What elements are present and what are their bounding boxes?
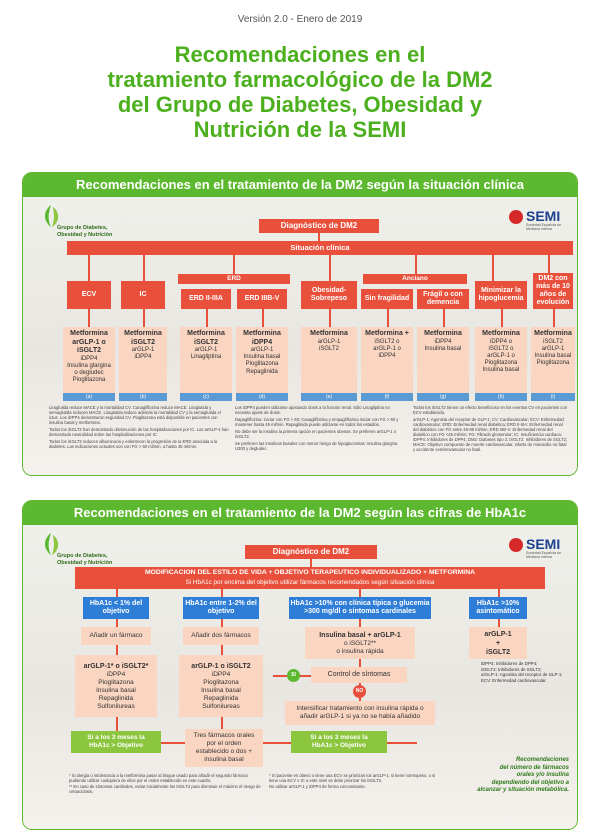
connector	[492, 255, 494, 281]
drug-line: Metformina	[424, 330, 462, 337]
note-paragraph: Todos los iSGLT2 reducen albuminuria y enlentecen la progresión de la ERD asociada a la diabetes. Las indicaciones actuales son con FG > 60 ml/min, a hasta 45 ml/min.	[49, 439, 218, 449]
note-letter: (c)	[180, 393, 232, 401]
connector	[359, 619, 361, 627]
drug-line: Metformina	[187, 330, 225, 337]
modificacion-subtext: Si HbA1c por encima del objetivo utilizar fármacos recomendados según situación clínica	[185, 579, 435, 586]
drug-list-col1	[75, 655, 157, 717]
drug-line: Metformina	[482, 330, 520, 337]
modificacion-text: MODIFICACION DEL ESTILO DE VIDA + OBJETIVO TERAPEUTICO INDIVIDUALIZADO + METFORMINA	[144, 569, 476, 576]
si-badge: SI	[287, 669, 300, 682]
connector	[387, 309, 389, 327]
closing-line: alcanzar y situación metabólica.	[477, 787, 569, 793]
drug-line: arGLP-1* o iSGLT2*	[83, 662, 149, 670]
diagnostico-bar-2: Diagnóstico de DM2	[245, 545, 377, 559]
drug-line: iDPP4	[434, 338, 452, 345]
group-logo	[41, 203, 131, 243]
legend-line: iDPP4: Inhibidores de DPP4;	[481, 661, 538, 666]
semi-circle-icon	[509, 210, 523, 224]
legend-line: ECV: Enfermedad cardiovascular.	[481, 677, 547, 683]
drug-line: Pioglitazona	[98, 678, 134, 686]
drug-line: Insulina basal	[534, 352, 572, 359]
drug-line: iSGLT2	[543, 338, 563, 345]
connector	[221, 717, 223, 729]
group-logo-line: Grupo de Diabetes,	[57, 553, 108, 559]
insulina-line: Insulina basal + arGLP-1	[319, 631, 401, 639]
si-3-meses-box-2	[291, 731, 387, 753]
semi-logo-text: SEMI	[526, 536, 561, 552]
title-line: del Grupo de Diabetes, Obesidad y	[117, 92, 483, 117]
note-letter: (h)	[475, 393, 527, 401]
note-paragraph: Liraglutida reduce MACE y la mortalidad CV. Canagliflozina reduce MACE. Liraglutida y semaglutida reducen MACE. Liraglutida reduce además la mortalidad CV y la semaglutida el ictus. Los iDPP4 demostraron seguridad CV. Pioglitazona está disponible en pacientes con insulina basal y metformina.	[49, 405, 221, 425]
drug-box-erd-iiib-v	[236, 327, 288, 393]
category-ecv: ECV	[67, 281, 111, 309]
connector	[221, 619, 223, 627]
connector	[206, 309, 208, 327]
hba1c-box-1: HbA1c < 1% del objetivo	[83, 597, 149, 619]
insulina-box	[305, 627, 415, 659]
drug-line: iSGLT2	[77, 347, 101, 354]
connector	[221, 645, 223, 655]
footnote-line: * Si paciente es obeso o tiene una ECV se priorizan los arGLP-1, si tiene normopeso, o si tiene una ECV o IC a este nivel se debe priorizar los iSGLT2.	[269, 773, 436, 784]
drug-box-fragil	[417, 327, 469, 393]
category-sin-fragilidad: Sin fragilidad	[361, 289, 413, 309]
connector	[498, 619, 500, 627]
connector	[143, 255, 145, 281]
category-dm2-10-anos: DM2 con más de 10 años de evolución	[533, 273, 573, 309]
category-fragil: Frágil o con demencia	[417, 289, 469, 309]
anciano-bar: Anciano	[363, 274, 467, 284]
note-letter: (e)	[301, 393, 357, 401]
drug-line: arGLP-1 o	[72, 338, 106, 346]
drug-line: Repaglinida	[203, 694, 239, 702]
group-logo-line: Obesidad y Nutrición	[57, 559, 113, 566]
semi-logo-subtext: Sociedad Española de Medicina Interna	[526, 551, 562, 559]
argl-line: iSGLT2	[486, 648, 510, 656]
semi-circle-icon	[509, 538, 523, 552]
tres-farmacos-line: Tres fármacos orales	[193, 732, 255, 739]
drug-line: iDPP4 o	[489, 338, 512, 345]
argl-line: arGLP-1	[484, 630, 512, 638]
drug-line: Metformina	[70, 330, 108, 337]
anadir-dos-farmacos: Añadir dos fármacos	[183, 627, 259, 645]
drug-line: arGLP-1 o	[487, 352, 515, 359]
connector	[88, 255, 90, 281]
drug-list-col2	[179, 655, 263, 717]
connector	[116, 619, 118, 627]
drug-box-obesidad	[301, 327, 357, 393]
drug-line: Pioglitazona	[203, 678, 239, 686]
footnote-line: ** En caso de síntomas cardinales, evitar inicialmente los iSGLT2 para disminuir el máximo el riesgo de cetoacidosis.	[69, 783, 261, 794]
tres-farmacos-line: insulina basal	[204, 756, 244, 763]
drug-line: Metformina	[124, 330, 162, 337]
connector	[310, 559, 312, 567]
diagnostico-bar: Diagnóstico de DM2	[259, 219, 379, 233]
legend-line: arGLP-1: Agonista del receptor de GLP-1;	[481, 672, 563, 677]
drug-line: Sulfonilureas	[97, 702, 135, 710]
connector	[498, 589, 500, 597]
no-badge: NO	[353, 685, 366, 698]
category-ic: IC	[121, 281, 165, 309]
note-letter: (g)	[417, 393, 469, 401]
tres-farmacos-box	[185, 729, 263, 767]
intensificar-line: Intensificar tratamiento con insulina rápida o	[296, 705, 424, 712]
category-minimizar-hipoglucemia: Minimizar la hipoglucemia	[475, 281, 527, 309]
si-3-meses-line: HbA1c > Objetivo	[88, 742, 143, 749]
connector	[553, 309, 555, 327]
semi-logo-text: SEMI	[526, 208, 561, 224]
note-paragraph: No debe ser la insulina la primera opción en pacientes obesos. Se prefieren arGLP-1 o iSGLT2.	[235, 429, 397, 439]
connector	[263, 742, 291, 744]
legend-line: iSGLT2: Inhibidores de SGLT2;	[481, 666, 542, 672]
footnote-right	[269, 773, 437, 789]
note-letter: (i)	[531, 393, 575, 401]
drug-line: Insulina basal	[243, 354, 281, 361]
connector	[116, 589, 118, 597]
drug-box-sin-fragilidad	[361, 327, 413, 393]
connector	[221, 589, 223, 597]
arglp-isglt2-box	[469, 627, 527, 659]
tres-farmacos-line: establecido o dos +	[195, 748, 253, 755]
drug-line: iSGLT2	[194, 338, 218, 346]
title-line: Nutrición de la SEMI	[193, 117, 407, 142]
drug-line: iDPP4	[106, 670, 126, 678]
group-logo	[41, 531, 131, 571]
connector	[387, 742, 417, 744]
footnote-left	[69, 773, 265, 794]
connector	[415, 255, 417, 275]
semi-logo-subtext: Sociedad Española de Medicina Interna	[526, 223, 562, 231]
hba1c-box-2: HbA1c entre 1-2% del objetivo	[183, 597, 259, 619]
drug-box-erd-ii-iiia	[180, 327, 232, 393]
connector	[359, 659, 361, 667]
drug-line: Pioglitazona	[72, 377, 106, 384]
note-paragraph: Dapagliflozina: iniciar con FG > 60; Canagliflozina y empagliflozina iniciar con FG > 60 y mantener hasta 45 ml/min. Repaglinida puede utilizarse en todos los estadios.	[235, 417, 399, 427]
hba1c-box-4: HbA1c >10% asintomático	[469, 597, 527, 619]
drug-line: Pioglitazona	[484, 360, 518, 367]
connector	[443, 309, 445, 327]
note-paragraph: Los iDPP4 pueden utilizarse ajustando dosis a la función renal. Sólo Linagliptina no necesita ajuste de dosis.	[235, 405, 390, 415]
erd-bar: ERD	[178, 274, 290, 284]
category-obesidad: Obesidad-Sobrepeso	[301, 281, 357, 309]
connector	[262, 309, 264, 327]
control-sintomas-box: Control de síntomas	[311, 667, 407, 683]
drug-line: iSGLT2 o	[374, 338, 400, 345]
si-3-meses-line: Si a los 3 meses la	[87, 734, 145, 741]
group-logo-text	[57, 225, 112, 238]
drug-line: Metformina	[534, 330, 572, 337]
connector	[161, 742, 185, 744]
panel-header: Recomendaciones en el tratamiento de la DM2 según la situación clínica	[23, 173, 577, 197]
drug-line: Metformina	[310, 330, 348, 337]
drug-line: Insulina basal	[96, 686, 136, 694]
si-3-meses-box-1	[71, 731, 161, 753]
drug-line: Insulina glargina o degludec	[67, 362, 111, 376]
drug-line: Metformina +	[365, 330, 409, 337]
footnote-line: No utilizar arGLP-1 y iDPP4 de forma concomitante.	[269, 783, 366, 789]
drug-line: iDPP4	[211, 670, 231, 678]
footnote-line: * Si alergia o intolerancia a la metformina pasar al bloque usado para añadir el segundo fármaco pudiendo utilizar cualquiera de ellos por el orden establecido en este cuadro.	[69, 773, 249, 784]
connector	[233, 255, 235, 275]
drug-box-hipoglucemia	[475, 327, 527, 393]
drug-line: Sulfonilureas	[202, 702, 240, 710]
hba1c-box-3: HbA1c >10% con clínica típica o glucemia >300 mg/dl o síntomas cardinales	[289, 597, 431, 619]
drug-line: iDPP4	[251, 338, 273, 346]
drug-line: Pioglitazona	[245, 361, 279, 368]
title-line: tratamiento farmacológico de la DM2	[107, 67, 493, 92]
semi-logo	[509, 207, 569, 229]
modificacion-bar	[75, 567, 545, 589]
connector	[359, 589, 361, 597]
note-paragraph: arGLP-1: Agonista del receptor de GLP-1; CV: Cardiovascular; ECV: Enfermedad cardiovascular; ERD: Enfermedad renal diabética; ERD II-IIIA: Enfermedad renal del diabético con FG entre 45-89 ml/min; ERD IIIB-V: Enfermedad renal del diabético con FG <45 ml/min; FG: Filtrado glomerular; IC: Insuficiencia cardiaca; iDPP4: Inhibidores de DPP4; DM2: Diabetes tipo 2; iSGLT2: Inhibidores de SGLT2; MACE: Objetivo compuesto de muerte cardiovascular, infarto de miocardio no fatal y accidente cerebrovascular no fatal.	[413, 417, 568, 452]
notes-column-3	[413, 405, 569, 454]
drug-line: Insulina basal	[482, 367, 520, 374]
connector	[88, 309, 90, 327]
version-label: Versión 2.0 - Enero de 2019	[237, 14, 363, 25]
intensificar-line: añadir arGLP-1 si ya no se había añadido	[299, 713, 421, 720]
category-erd-ii-iiia: ERD II-IIIA	[181, 289, 231, 309]
abbreviations-legend	[481, 661, 573, 683]
closing-line: dependiendo del objetivo a	[491, 779, 569, 786]
note-paragraph: Todos los iSGLT2 tienen un efecto beneficioso en los eventos CV en pacientes con ECV establecida.	[413, 405, 568, 415]
category-erd-iiib-v: ERD IIIB-V	[237, 289, 287, 309]
drug-line: iSGLT2	[319, 345, 339, 352]
note-paragraph: Se prefieren las insulinas basales con menor riesgo de hipoglucemias: insulina glargina U300 y degludec.	[235, 441, 398, 451]
note-paragraph: Todos los iSGLT2 han demostrado disminución de las hospitalizaciones por IC. Los arGLP-1 han demostrado neutralidad sobre las hospitalizaciones por IC.	[49, 427, 229, 437]
connector	[501, 309, 503, 327]
drug-line: Repaglinida	[246, 368, 278, 375]
closing-line: del número de fármacos	[499, 764, 569, 771]
drug-line: arGLP-1	[194, 347, 218, 353]
drug-line: Linagliptina	[190, 354, 222, 361]
connector	[329, 309, 331, 327]
drug-line: iDPP4	[134, 354, 152, 361]
group-logo-text	[57, 553, 112, 566]
argl-line: +	[495, 639, 501, 647]
semi-logo	[509, 535, 569, 557]
drug-line: iDPP4	[378, 352, 396, 359]
main-title	[20, 42, 580, 142]
connector	[329, 255, 331, 281]
note-letter: (b)	[119, 393, 167, 401]
drug-line: Insulina basal	[424, 345, 462, 352]
insulina-line: o iSGLT2**	[343, 639, 377, 647]
insulina-line: o insulina rápida	[336, 647, 384, 655]
panel-situacion-clinica	[22, 172, 578, 476]
notes-column-1	[49, 405, 229, 451]
drug-line: arGLP-1	[131, 347, 155, 353]
drug-line: arGLP-1 o	[373, 345, 401, 352]
drug-line: arGLP-1	[250, 347, 274, 353]
drug-line: Repaglinida	[98, 694, 134, 702]
drug-line: iSGLT2	[131, 338, 155, 346]
tres-farmacos-line: por el orden	[206, 740, 242, 747]
drug-line: arGLP-1 o iSGLT2	[191, 662, 251, 670]
situacion-bar: Situación clínica	[67, 241, 573, 255]
closing-line: orales y/o insulina	[516, 772, 569, 778]
title-line: Recomendaciones en el	[174, 42, 426, 67]
panel-header: Recomendaciones en el tratamiento de la DM2 según las cifras de HbA1c	[23, 501, 577, 525]
drug-line: iDPP4	[80, 355, 98, 362]
group-logo-line: Obesidad y Nutrición	[57, 231, 113, 238]
drug-line: Metformina	[243, 330, 281, 337]
drug-line: Insulina basal	[201, 686, 241, 694]
panel-hba1c	[22, 500, 578, 830]
intensificar-box	[285, 701, 435, 725]
note-letter: (f)	[361, 393, 413, 401]
si-3-meses-line: HbA1c > Objetivo	[311, 742, 366, 749]
anadir-un-farmaco: Añadir un fármaco	[81, 627, 151, 645]
closing-statement	[443, 757, 569, 795]
connector	[116, 645, 118, 655]
drug-line: iSGLT2 o	[488, 345, 514, 352]
closing-line: Recomendaciones	[515, 757, 569, 763]
group-logo-line: Grupo de Diabetes,	[57, 225, 108, 231]
connector	[143, 309, 145, 327]
drug-line: arGLP-1	[541, 345, 565, 352]
drug-line: arGLP-1	[317, 338, 341, 345]
drug-box-ic	[119, 327, 167, 393]
notes-column-2	[235, 405, 405, 453]
drug-line: Pioglitazona	[536, 360, 570, 367]
drug-box-ecv	[63, 327, 115, 393]
si-3-meses-line: Si a los 3 meses la	[310, 734, 368, 741]
connector	[116, 717, 118, 731]
connector	[318, 233, 320, 241]
note-letter: (a)	[63, 393, 115, 401]
note-letter: (d)	[236, 393, 288, 401]
drug-box-dm2-10-anos	[531, 327, 575, 393]
